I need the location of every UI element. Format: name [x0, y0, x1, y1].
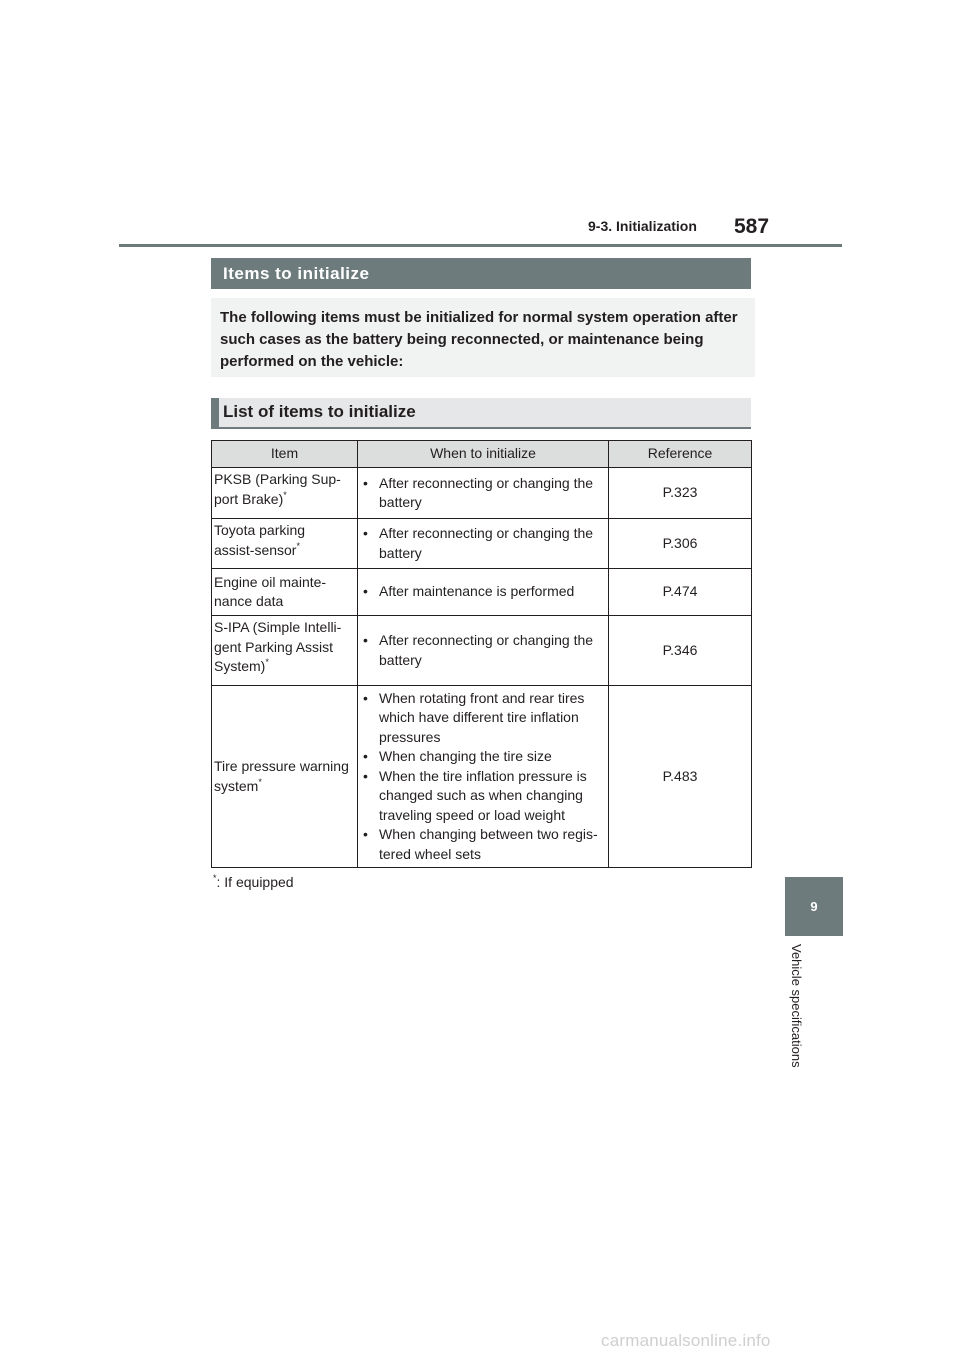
item-cell: [212, 686, 358, 868]
when-cell: [358, 686, 609, 868]
item-cell: [212, 468, 358, 519]
item-text: system: [214, 777, 259, 794]
when-cell: [358, 569, 609, 616]
watermark: carmanualsonline.info: [601, 1331, 771, 1350]
list-item: • When the tire inflation pressure is changed such as when changing traveling speed or load weight: [361, 767, 604, 826]
item-line: Engine oil mainte-: [214, 573, 327, 590]
item-line: S-IPA (Simple Intelli-: [214, 619, 342, 635]
reference-link[interactable]: P.323: [609, 468, 752, 519]
footnote: [213, 874, 294, 890]
item-line: nance data: [214, 593, 284, 609]
header-rule: [119, 244, 842, 247]
item-line: [214, 777, 355, 797]
when-cell: [358, 468, 609, 519]
col-header-reference: Reference: [609, 441, 752, 468]
list-item: • When changing the tire size: [361, 747, 604, 767]
item-text: port Brake): [214, 490, 284, 507]
footnote-mark: *: [265, 657, 269, 667]
table-row: [212, 468, 752, 519]
footnote-mark: *: [283, 489, 287, 500]
chapter-tab[interactable]: 9: [785, 877, 843, 936]
item-line: [214, 490, 355, 510]
page-heading: Items to initialize: [211, 258, 751, 289]
chapter-title-text: Vehicle specifications: [789, 944, 804, 1068]
reference-link[interactable]: P.306: [609, 519, 752, 569]
item-cell: [212, 569, 358, 616]
item-line: Toyota parking: [214, 522, 306, 538]
col-header-when: When to initialize: [358, 441, 609, 468]
chapter-title: [789, 944, 830, 1094]
footnote-mark: *: [213, 873, 217, 883]
items-table: [211, 440, 752, 868]
table-row: [212, 686, 752, 868]
table-header-row: [212, 441, 752, 468]
list-item: • After reconnecting or changing the battery: [361, 524, 604, 563]
footnote-mark: *: [296, 540, 300, 551]
reference-link[interactable]: P.483: [609, 686, 752, 868]
item-line: [214, 657, 355, 677]
table-row: [212, 519, 752, 569]
intro-paragraph: The following items must be initialized for normal system operation after such cases as the battery being reconnected, or maintenance being performed on the vehicle:: [211, 298, 755, 377]
item-line: PKSB (Parking Sup-: [214, 471, 341, 487]
footnote-text: : If equipped: [216, 874, 294, 890]
reference-link[interactable]: P.474: [609, 569, 752, 616]
when-cell: [358, 519, 609, 569]
list-item: • After reconnecting or changing the battery: [361, 474, 604, 513]
table-row: [212, 569, 752, 616]
item-text: assist-sensor: [214, 541, 297, 558]
section-title: 9-3. Initialization: [588, 218, 697, 234]
col-header-item: Item: [212, 441, 358, 468]
table-row: [212, 616, 752, 686]
list-item: • After reconnecting or changing the battery: [361, 631, 604, 670]
list-item: • When changing between two regis-tered wheel sets: [361, 825, 604, 864]
footnote-mark: *: [258, 776, 262, 787]
item-cell: [212, 616, 358, 686]
subheading: List of items to initialize: [211, 398, 751, 429]
list-item: • When rotating front and rear tires which have different tire inflation pressures: [361, 689, 604, 748]
item-line: gent Parking Assist: [214, 638, 334, 655]
item-cell: [212, 519, 358, 569]
item-line: [214, 541, 355, 561]
when-cell: [358, 616, 609, 686]
page-number: 587: [734, 215, 770, 238]
item-text: System): [214, 658, 266, 674]
list-item: • After maintenance is performed: [361, 582, 604, 602]
item-line: Tire pressure warning: [214, 758, 349, 774]
reference-link[interactable]: P.346: [609, 616, 752, 686]
